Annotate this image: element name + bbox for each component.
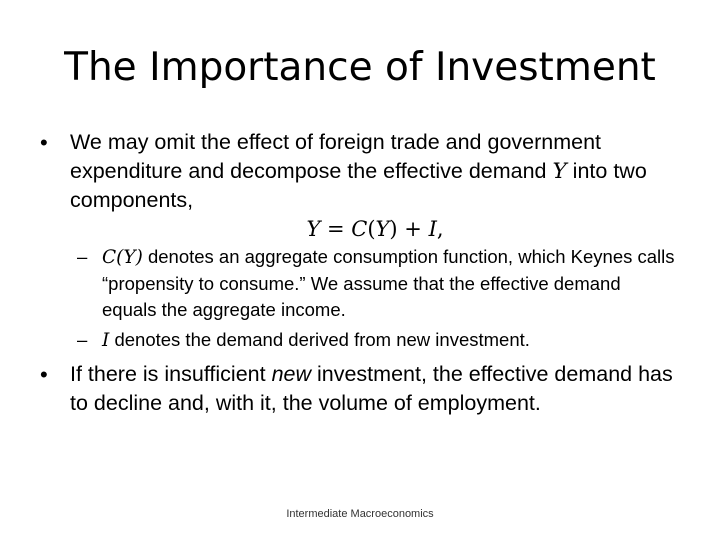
eq-arg: Y [375, 217, 390, 241]
eq-comma: , [436, 217, 444, 241]
bullet-icon: • [40, 362, 48, 387]
slide-title: The Importance of Investment [64, 45, 656, 90]
bullet-text-part: investment, the effective demand has to decline and, with it, the volume of employment. [70, 362, 673, 415]
sub-text: denotes an aggregate consumption function, which Keynes calls “propensity to consume.” We assume that the effective demand equals the aggregate income. [102, 246, 675, 320]
dash-icon: – [77, 246, 88, 267]
math-arg-y: Y [123, 247, 136, 268]
math-paren-open: ( [116, 247, 124, 268]
sub-item-consumption-function [40, 244, 680, 323]
bullet-text-part: If there is insufficient [70, 362, 272, 386]
emphasis-new: new [271, 362, 312, 386]
bullet-text-part: into two components, [70, 159, 647, 212]
math-variable-y: Y [552, 159, 567, 184]
eq-paren-open: ( [367, 217, 376, 241]
sub-item-investment-demand [40, 327, 680, 354]
eq-equals: = [320, 217, 352, 241]
bullet-icon: • [40, 130, 48, 155]
slide-body [40, 126, 680, 418]
eq-investment: I [428, 217, 437, 241]
bullet-text-part: We may omit the effect of foreign trade and government expenditure and decompose the effective demand [70, 130, 602, 183]
sub-text: denotes the demand derived from new investment. [109, 329, 530, 350]
dash-icon: – [77, 329, 88, 350]
eq-plus: + [397, 217, 429, 241]
bullet-item-decompose-demand [40, 128, 680, 215]
math-variable-i: I [102, 330, 110, 351]
eq-paren-close: ) [389, 217, 398, 241]
math-paren-close: ) [135, 247, 143, 268]
eq-lhs: Y [306, 217, 321, 241]
eq-func: C [351, 217, 368, 241]
equation-effective-demand [40, 215, 680, 244]
bullet-item-insufficient-investment [40, 360, 680, 418]
slide-footer: Intermediate Macroeconomics [286, 508, 434, 520]
math-func-c: C [102, 247, 117, 268]
